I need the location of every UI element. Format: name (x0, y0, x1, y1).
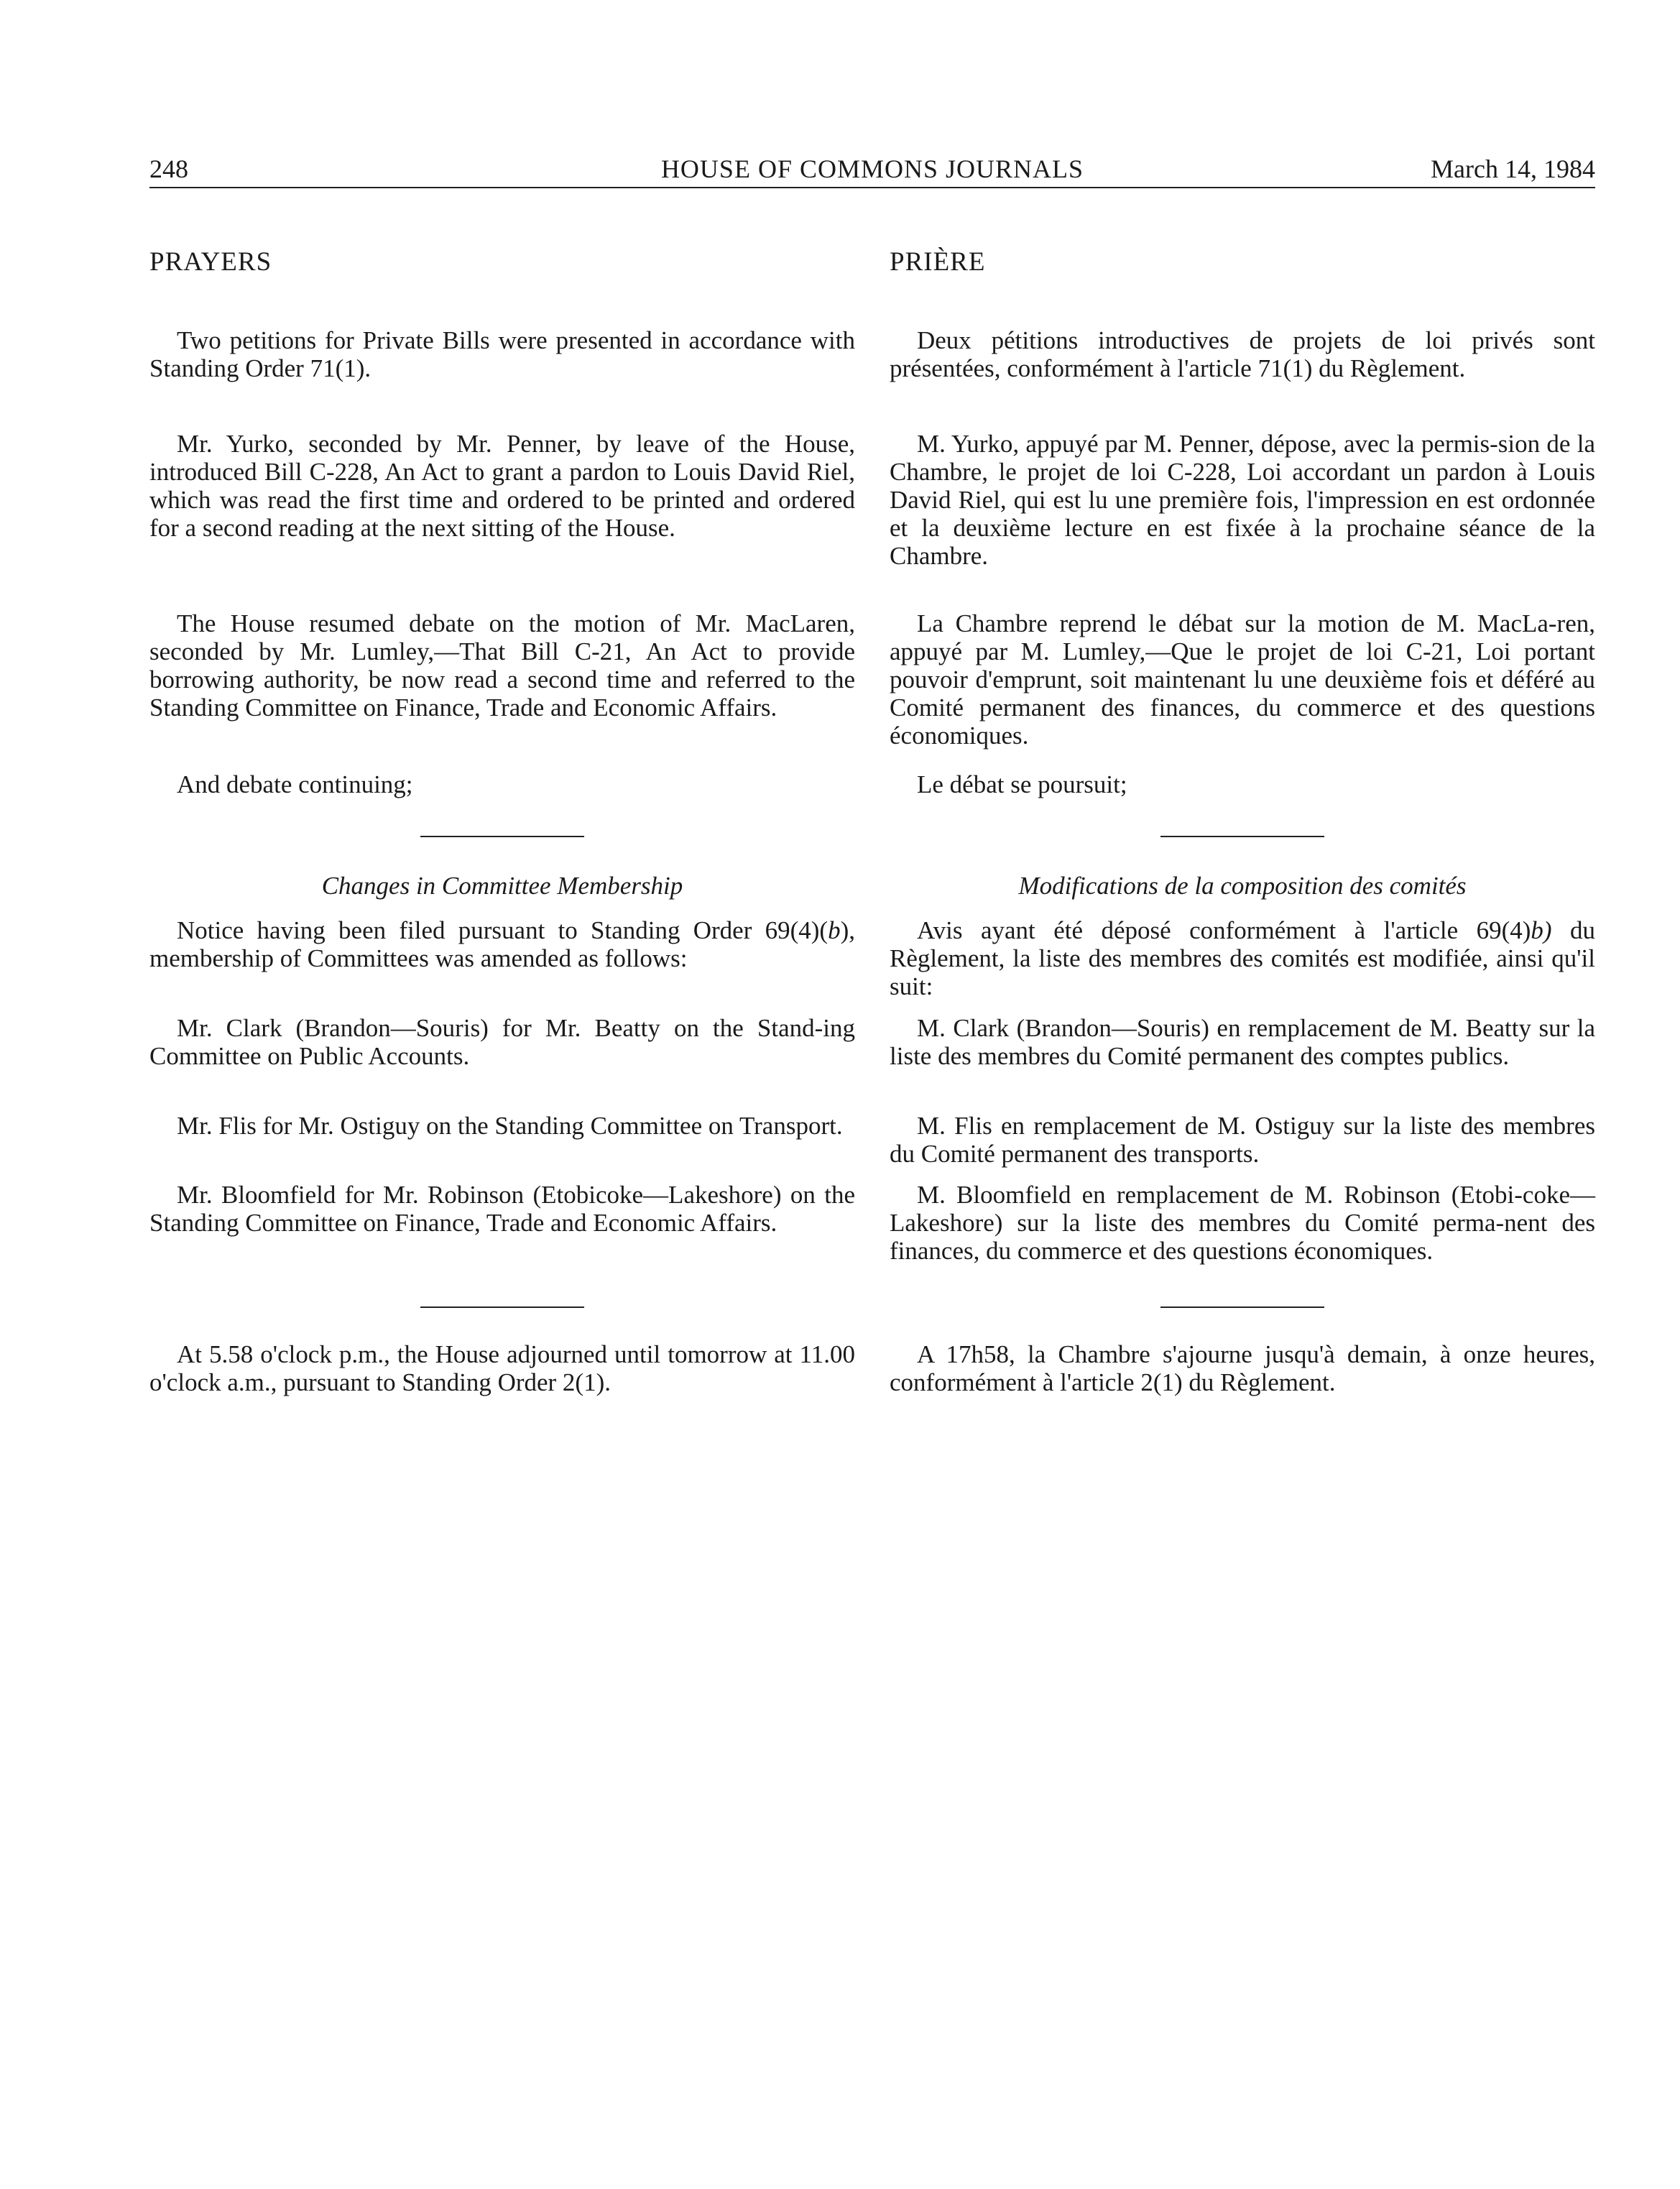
flis-paragraph: Mr. Flis for Mr. Ostiguy on the Standing Committee on Transport. (177, 1112, 843, 1140)
journal-title: HOUSE OF COMMONS JOURNALS (660, 155, 1084, 183)
section-separator (420, 1307, 584, 1308)
running-header (149, 151, 1595, 187)
debate-continuing: And debate continuing; (177, 770, 413, 798)
committee-heading: Changes in Committee Membership (321, 872, 683, 900)
section-separator (420, 836, 584, 837)
bill-c228-paragraph-fr: M. Yurko, appuyé par M. Penner, dépose, avec la permis-sion de la Chambre, le projet de loi C-228, Loi accordant un pardon à Louis David Riel, qui est lu une première fois, l'impression en est ordonnée et la deuxième lecture en est fixée à la prochaine séance de la Chambre. (890, 430, 1595, 570)
bloomfield-paragraph: Mr. Bloomfield for Mr. Robinson (Etobicoke—Lakeshore) on the Standing Committee on Finance, Trade and Economic Affairs. (149, 1181, 855, 1237)
priere-heading: PRIÈRE (890, 247, 986, 277)
committee-heading-fr: Modifications de la composition des comités (1018, 872, 1467, 900)
notice-paragraph-fr: Avis ayant été déposé conformément à l'article 69(4)b) du Règlement, la liste des membres des comités est modifiée, ainsi qu'il suit: (890, 916, 1596, 1000)
clark-paragraph-fr: M. Clark (Brandon—Souris) en remplacement de M. Beatty sur la liste des membres du Comité permanent des comptes publics. (890, 1014, 1595, 1070)
page-number: 248 (149, 155, 188, 183)
adjourn-paragraph: At 5.58 o'clock p.m., the House adjourned until tomorrow at 11.00 o'clock a.m., pursuant to Standing Order 2(1). (149, 1340, 855, 1396)
bill-c228-paragraph: Mr. Yurko, seconded by Mr. Penner, by leave of the House, introduced Bill C-228, An Act to grant a pardon to Louis David Riel, which was read the first time and ordered to be printed and ordered for a second reading at the next sitting of the House. (149, 430, 855, 542)
adjourn-paragraph-fr: A 17h58, la Chambre s'ajourne jusqu'à demain, à onze heures, conformément à l'article 2(1) du Règlement. (890, 1340, 1595, 1396)
prayers-heading: PRAYERS (149, 247, 272, 277)
flis-paragraph-fr: M. Flis en remplacement de M. Ostiguy sur la liste des membres du Comité permanent des transports. (890, 1112, 1595, 1168)
bloomfield-paragraph-fr: M. Bloomfield en remplacement de M. Robinson (Etobi-coke—Lakeshore) sur la liste des membres du Comité perma-nent des finances, du commerce et des questions économiques. (890, 1181, 1595, 1265)
section-separator (1160, 1307, 1324, 1308)
journal-date: March 14, 1984 (1431, 155, 1595, 183)
debate-paragraph: The House resumed debate on the motion of Mr. MacLaren, seconded by Mr. Lumley,—That Bill C-21, An Act to provide borrowing authority, be now read a second time and referred to the Standing Committee on Finance, Trade and Economic Affairs. (149, 609, 855, 722)
section-separator (1160, 836, 1324, 837)
notice-paragraph: Notice having been filed pursuant to Standing Order 69(4)(b), membership of Committees was amended as follows: (149, 916, 855, 972)
petitions-paragraph: Two petitions for Private Bills were presented in accordance with Standing Order 71(1). (149, 326, 855, 382)
debate-continuing-fr: Le débat se poursuit; (917, 770, 1127, 798)
debate-paragraph-fr: La Chambre reprend le débat sur la motion de M. MacLa-ren, appuyé par M. Lumley,—Que le projet de loi C-21, Loi portant pouvoir d'emprunt, soit maintenant lu une deuxième fois et déféré au Comité permanent des finances, du commerce et des questions économiques. (890, 609, 1595, 750)
petitions-paragraph-fr: Deux pétitions introductives de projets de loi privés sont présentées, conformément à l'article 71(1) du Règlement. (890, 326, 1595, 382)
clark-paragraph: Mr. Clark (Brandon—Souris) for Mr. Beatty on the Stand-ing Committee on Public Accounts. (149, 1014, 855, 1070)
header-rule (149, 187, 1595, 188)
